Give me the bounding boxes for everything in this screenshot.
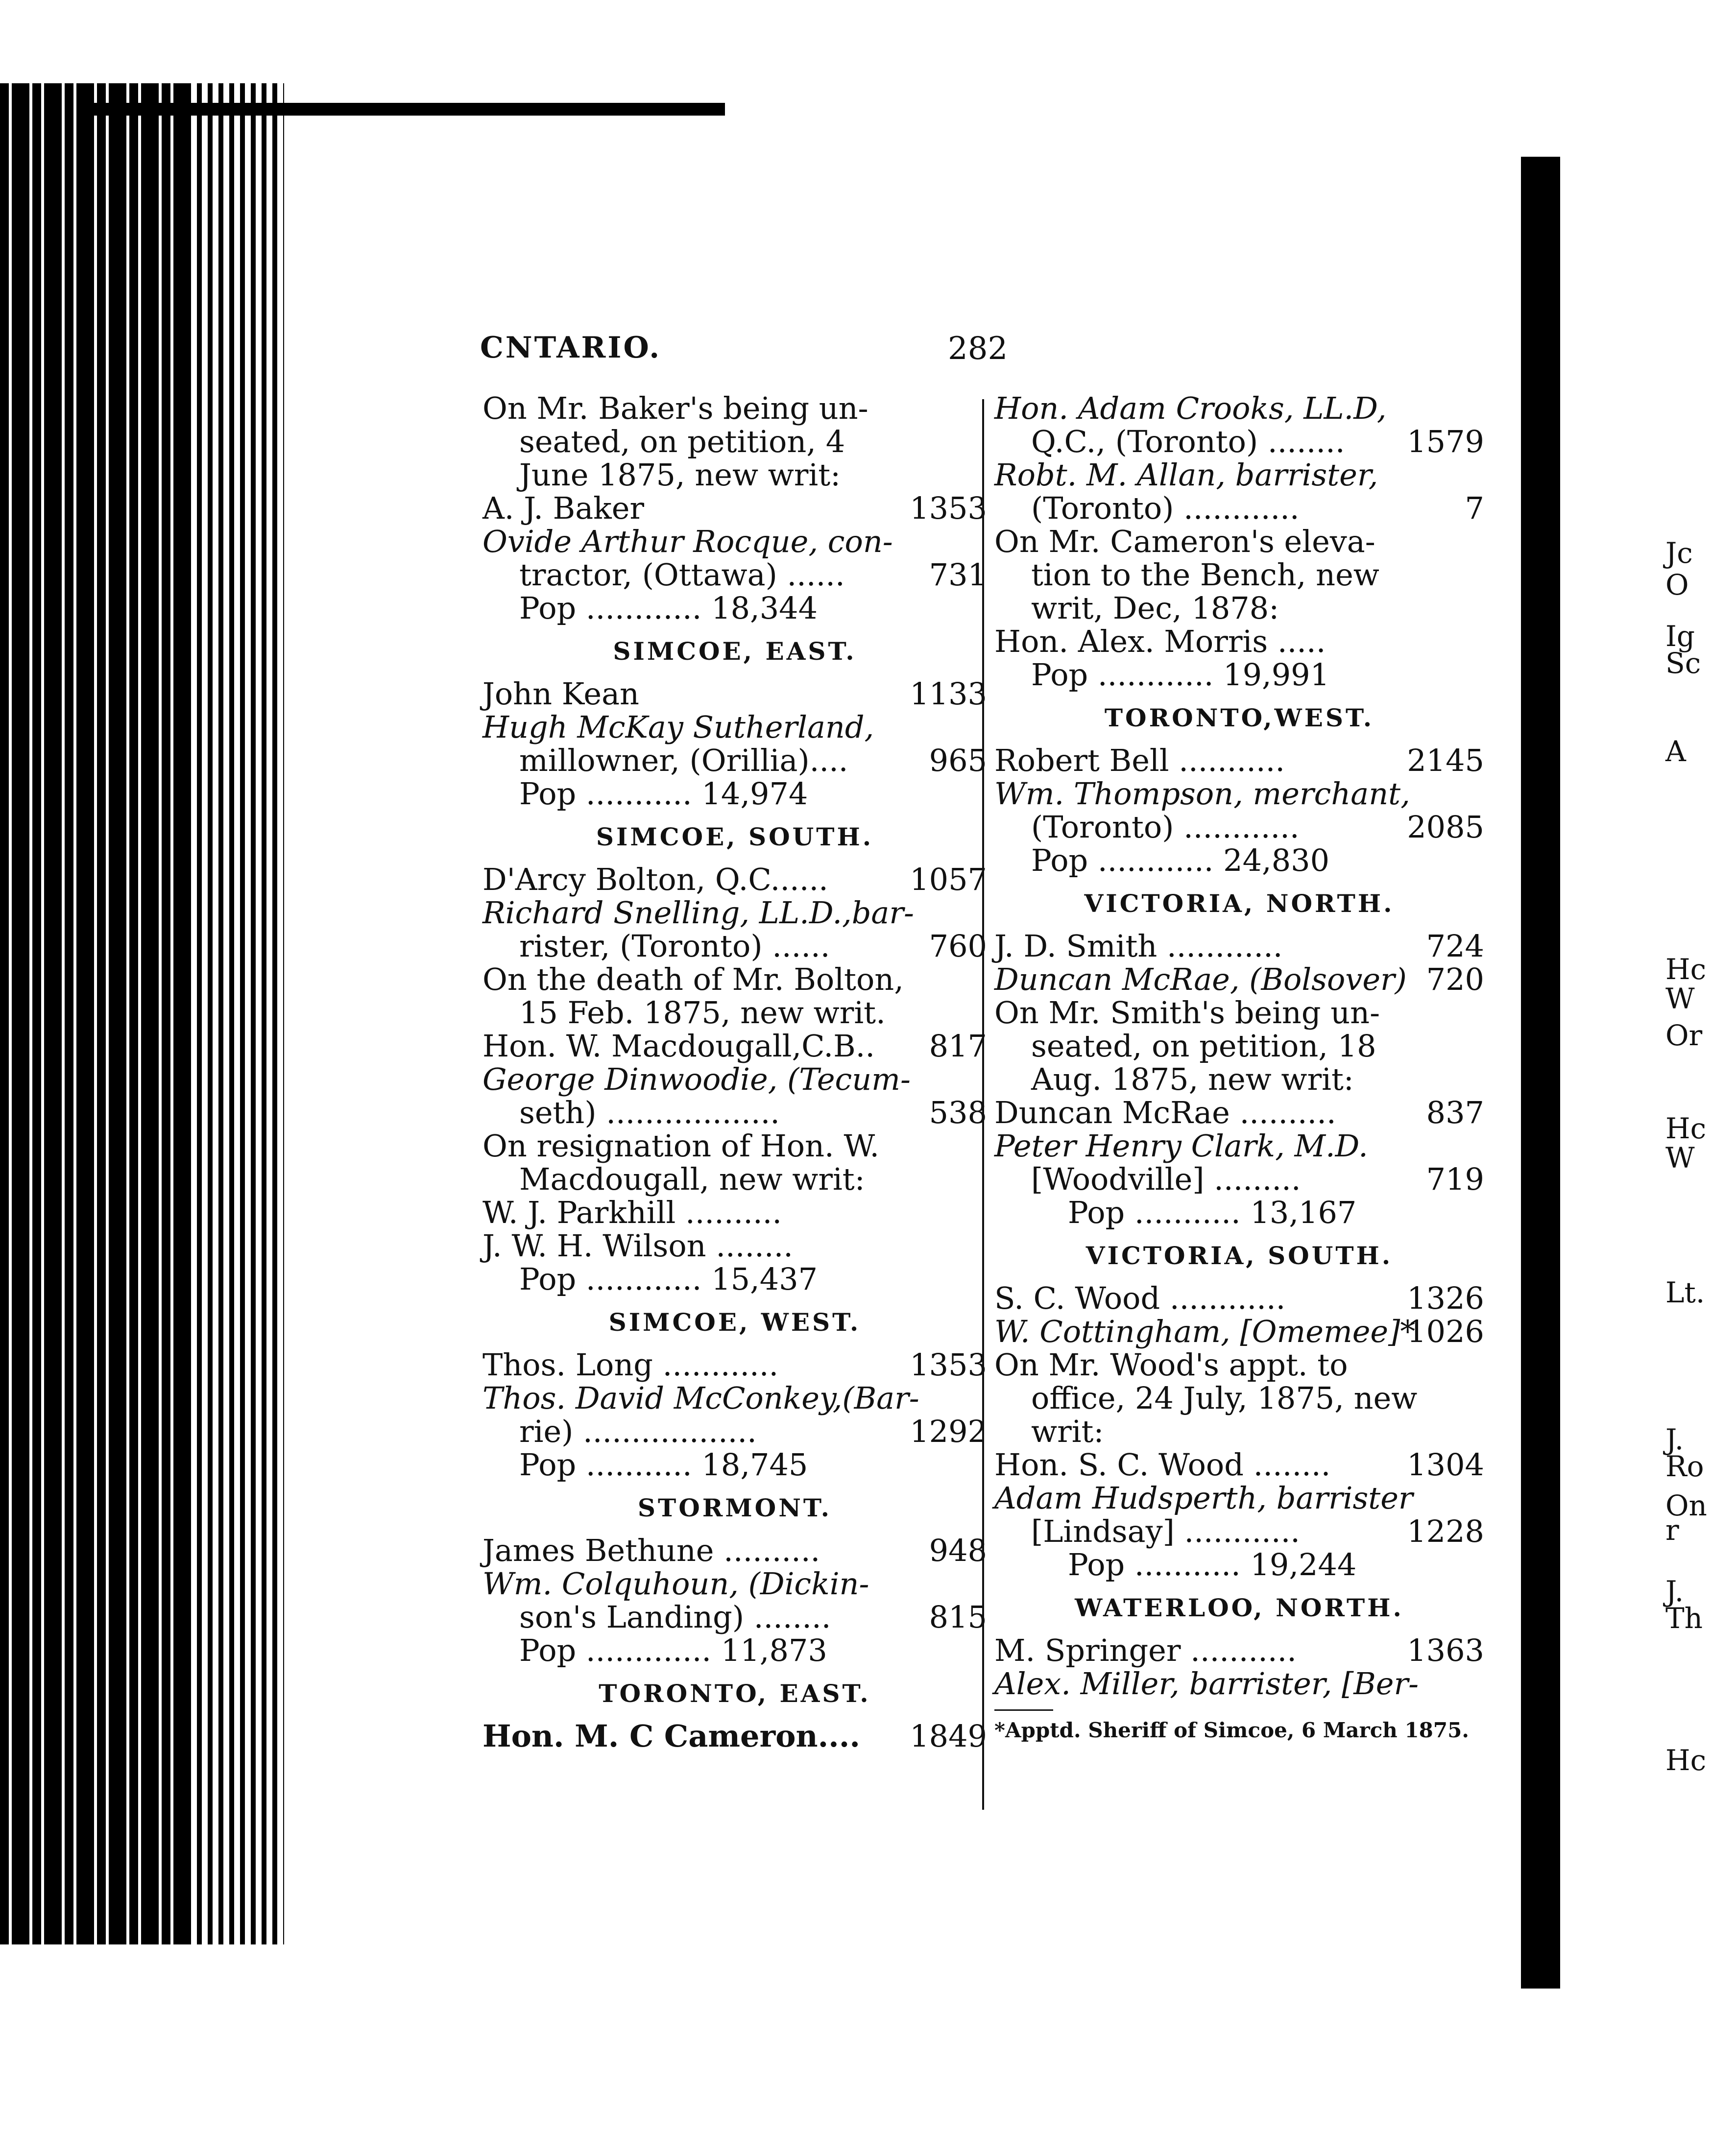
scan-edge-right bbox=[1521, 157, 1560, 1989]
candidate-entry bbox=[994, 963, 1484, 996]
entry-text: John Kean bbox=[482, 676, 639, 712]
heading-text: SIMCOE, EAST. bbox=[613, 637, 857, 666]
entry-text: On Mr. Cameron's eleva- bbox=[994, 524, 1375, 559]
entry-text: J. D. Smith ............ bbox=[994, 928, 1283, 964]
margin-fragment: J. bbox=[1665, 1423, 1684, 1456]
entry-text: (Toronto) ............ bbox=[1031, 809, 1300, 845]
entry-text: Pop ........... 18,745 bbox=[519, 1447, 808, 1483]
entry-text: Hugh McKay Sutherland, bbox=[482, 709, 874, 745]
entry-text: Pop ............ 15,437 bbox=[519, 1261, 818, 1297]
vote-count: 1292 bbox=[910, 1414, 987, 1449]
candidate-entry bbox=[994, 1515, 1484, 1548]
heading-text: SIMCOE, SOUTH. bbox=[596, 822, 874, 851]
writ-note bbox=[994, 1063, 1484, 1096]
margin-fragment: Sc bbox=[1665, 647, 1701, 680]
entry-text: millowner, (Orillia).... bbox=[519, 743, 848, 778]
entry-text: Ovide Arthur Rocque, con- bbox=[482, 524, 893, 559]
footnote-rule bbox=[994, 1709, 1053, 1711]
writ-note bbox=[994, 996, 1484, 1030]
margin-fragment: Ig bbox=[1665, 620, 1695, 653]
candidate-entry bbox=[994, 1634, 1484, 1667]
candidate-entry bbox=[994, 1482, 1484, 1515]
candidate-entry bbox=[482, 592, 987, 625]
candidate-entry bbox=[482, 1096, 987, 1129]
entry-text: D'Arcy Bolton, Q.C...... bbox=[482, 862, 828, 897]
candidate-entry bbox=[994, 1096, 1484, 1129]
candidate-entry bbox=[482, 1534, 987, 1567]
writ-note bbox=[994, 1030, 1484, 1063]
entry-text: 15 Feb. 1875, new writ. bbox=[519, 995, 886, 1031]
candidate-entry bbox=[994, 1448, 1484, 1482]
constituency-heading bbox=[482, 637, 987, 666]
candidate-entry bbox=[482, 1634, 987, 1667]
vote-count: 1026 bbox=[1407, 1314, 1484, 1349]
entry-text: Pop ............. 11,873 bbox=[519, 1632, 827, 1668]
entry-text: Thos. Long ............ bbox=[482, 1347, 779, 1383]
vote-count: 1353 bbox=[910, 490, 987, 526]
entry-text: On Mr. Wood's appt. to bbox=[994, 1347, 1348, 1383]
entry-text: [Lindsay] ............ bbox=[1031, 1513, 1301, 1549]
candidate-entry bbox=[482, 525, 987, 558]
candidate-entry bbox=[994, 392, 1484, 425]
candidate-entry bbox=[994, 777, 1484, 811]
candidate-entry bbox=[482, 1382, 987, 1415]
candidate-entry bbox=[482, 1030, 987, 1063]
vote-count: 760 bbox=[929, 928, 987, 964]
writ-note bbox=[482, 458, 987, 492]
entry-text: Peter Henry Clark, M.D. bbox=[994, 1128, 1368, 1164]
entry-text: Pop ........... 19,244 bbox=[1068, 1547, 1357, 1583]
candidate-entry bbox=[994, 425, 1484, 458]
entry-text: James Bethune .......... bbox=[482, 1533, 820, 1568]
candidate-entry bbox=[994, 625, 1484, 658]
heading-text: VICTORIA, SOUTH. bbox=[1085, 1241, 1393, 1270]
candidate-entry bbox=[482, 1196, 987, 1229]
candidate-entry bbox=[482, 777, 987, 811]
entry-text: Wm. Thompson, merchant, bbox=[994, 776, 1410, 812]
scan-edge-binding bbox=[186, 83, 284, 1944]
vote-count: 719 bbox=[1426, 1161, 1484, 1197]
constituency-heading bbox=[482, 1679, 987, 1708]
vote-count: 720 bbox=[1426, 961, 1484, 997]
candidate-entry bbox=[994, 458, 1484, 492]
candidate-entry bbox=[994, 930, 1484, 963]
vote-count: 1133 bbox=[910, 676, 987, 712]
vote-count: 1579 bbox=[1407, 424, 1484, 459]
vote-count: 1228 bbox=[1407, 1513, 1484, 1549]
candidate-entry bbox=[482, 896, 987, 930]
candidate-entry bbox=[994, 1315, 1484, 1348]
constituency-heading bbox=[994, 1241, 1484, 1270]
candidate-entry bbox=[482, 1348, 987, 1382]
entry-text: W. J. Parkhill .......... bbox=[482, 1195, 782, 1230]
margin-fragment: On bbox=[1665, 1489, 1707, 1522]
entry-text: Robt. M. Allan, barrister, bbox=[994, 457, 1378, 493]
vote-count: 1304 bbox=[1407, 1447, 1484, 1483]
right-column bbox=[994, 392, 1484, 1743]
candidate-entry bbox=[482, 1063, 987, 1096]
writ-note bbox=[482, 425, 987, 458]
footnote: *Apptd. Sheriff of Simcoe, 6 March 1875. bbox=[994, 1718, 1469, 1742]
entry-text: writ, Dec, 1878: bbox=[1031, 590, 1279, 626]
candidate-entry bbox=[482, 711, 987, 744]
heading-text: WATERLOO, NORTH. bbox=[1075, 1593, 1404, 1622]
margin-fragment: Jc bbox=[1665, 536, 1693, 570]
vote-count: 837 bbox=[1426, 1095, 1484, 1130]
entry-text: A. J. Baker bbox=[482, 490, 645, 526]
heading-text: SIMCOE, WEST. bbox=[608, 1308, 861, 1337]
constituency-heading bbox=[994, 889, 1484, 918]
entry-text: M. Springer ........... bbox=[994, 1632, 1297, 1668]
vote-count: 1326 bbox=[1407, 1280, 1484, 1316]
vote-count: 731 bbox=[929, 557, 987, 593]
candidate-entry bbox=[482, 492, 987, 525]
margin-fragment: W bbox=[1665, 1141, 1695, 1175]
candidate-entry bbox=[994, 492, 1484, 525]
margin-fragment: r bbox=[1665, 1513, 1679, 1547]
entry-text: seth) .................. bbox=[519, 1095, 780, 1130]
constituency-heading bbox=[994, 1593, 1484, 1622]
entry-text: (Toronto) ............ bbox=[1031, 490, 1300, 526]
candidate-entry bbox=[482, 558, 987, 592]
entry-text: rie) .................. bbox=[519, 1414, 757, 1449]
candidate-entry bbox=[482, 677, 987, 711]
entry-text: Pop ........... 14,974 bbox=[519, 776, 808, 812]
vote-count: 1363 bbox=[1407, 1632, 1484, 1668]
writ-note bbox=[482, 996, 987, 1030]
candidate-entry bbox=[994, 658, 1484, 692]
candidate-entry bbox=[994, 1196, 1484, 1229]
vote-count: 724 bbox=[1426, 928, 1484, 964]
vote-count: 817 bbox=[929, 1028, 987, 1064]
candidate-entry bbox=[994, 1129, 1484, 1163]
entry-text: Hon. Alex. Morris ..... bbox=[994, 623, 1326, 659]
entry-text: Hon. W. Macdougall,C.B.. bbox=[482, 1028, 875, 1064]
entry-text: Hon. S. C. Wood ........ bbox=[994, 1447, 1331, 1483]
margin-fragment: W bbox=[1665, 982, 1695, 1015]
entry-text: Pop ............ 24,830 bbox=[1031, 842, 1330, 878]
candidate-entry bbox=[482, 1601, 987, 1634]
vote-count: 1057 bbox=[910, 862, 987, 897]
entry-text: Hon. M. C Cameron.... bbox=[482, 1718, 860, 1754]
constituency-heading bbox=[482, 1493, 987, 1522]
entry-text: Wm. Colquhoun, (Dickin- bbox=[482, 1566, 869, 1602]
entry-text: office, 24 July, 1875, new bbox=[1031, 1380, 1418, 1416]
candidate-entry bbox=[994, 1548, 1484, 1582]
vote-count: 538 bbox=[929, 1095, 987, 1130]
entry-text: Robert Bell ........... bbox=[994, 743, 1285, 778]
candidate-entry bbox=[482, 863, 987, 896]
writ-note bbox=[482, 1163, 987, 1196]
constituency-heading bbox=[482, 822, 987, 851]
entry-text: Adam Hudsperth, barrister bbox=[994, 1480, 1413, 1516]
writ-note bbox=[994, 592, 1484, 625]
entry-text: On the death of Mr. Bolton, bbox=[482, 961, 904, 997]
writ-note bbox=[482, 963, 987, 996]
constituency-heading bbox=[994, 703, 1484, 732]
margin-fragment: Hc bbox=[1665, 1112, 1707, 1145]
writ-note bbox=[994, 1415, 1484, 1448]
entry-text: Thos. David McConkey,(Bar- bbox=[482, 1380, 919, 1416]
entry-text: seated, on petition, 4 bbox=[519, 424, 845, 459]
entry-text: seated, on petition, 18 bbox=[1031, 1028, 1376, 1064]
entry-text: Duncan McRae .......... bbox=[994, 1095, 1336, 1130]
candidate-entry bbox=[482, 930, 987, 963]
margin-fragment: Hc bbox=[1665, 1744, 1707, 1777]
candidate-entry bbox=[994, 1163, 1484, 1196]
entry-text: Alex. Miller, barrister, [Ber- bbox=[994, 1666, 1419, 1702]
candidate-entry bbox=[994, 811, 1484, 844]
entry-text: On Mr. Smith's being un- bbox=[994, 995, 1380, 1031]
writ-note bbox=[994, 525, 1484, 558]
margin-fragment: Ro bbox=[1665, 1450, 1704, 1483]
writ-note bbox=[994, 1348, 1484, 1382]
entry-text: Pop ............ 19,991 bbox=[1031, 657, 1330, 693]
heading-text: TORONTO,WEST. bbox=[1104, 703, 1374, 732]
margin-fragment: Or bbox=[1665, 1019, 1703, 1052]
candidate-entry bbox=[482, 1229, 987, 1263]
vote-count: 815 bbox=[929, 1599, 987, 1635]
vote-count: 7 bbox=[1465, 490, 1484, 526]
entry-text: W. Cottingham, [Omemee]* bbox=[994, 1314, 1416, 1349]
candidate-entry bbox=[994, 1667, 1484, 1701]
margin-fragment: O bbox=[1665, 568, 1689, 601]
writ-note bbox=[482, 392, 987, 425]
writ-note bbox=[994, 1382, 1484, 1415]
entry-text: Richard Snelling, LL.D.,bar- bbox=[482, 895, 914, 931]
writ-note bbox=[994, 558, 1484, 592]
candidate-entry bbox=[994, 844, 1484, 877]
entry-text: George Dinwoodie, (Tecum- bbox=[482, 1061, 911, 1097]
candidate-entry bbox=[482, 1415, 987, 1448]
entry-text: June 1875, new writ: bbox=[519, 457, 841, 493]
candidate-entry bbox=[482, 744, 987, 777]
entry-text: son's Landing) ........ bbox=[519, 1599, 831, 1635]
candidate-entry bbox=[994, 744, 1484, 777]
entry-text: On resignation of Hon. W. bbox=[482, 1128, 880, 1164]
entry-text: Aug. 1875, new writ: bbox=[1031, 1061, 1354, 1097]
constituency-heading bbox=[482, 1308, 987, 1337]
heading-text: VICTORIA, NORTH. bbox=[1084, 889, 1395, 918]
entry-text: tion to the Bench, new bbox=[1031, 557, 1379, 593]
left-column bbox=[482, 392, 987, 1753]
entry-text: rister, (Toronto) ...... bbox=[519, 928, 830, 964]
vote-count: 1353 bbox=[910, 1347, 987, 1383]
running-header: CNTARIO. bbox=[480, 331, 662, 365]
entry-text: J. W. H. Wilson ........ bbox=[482, 1228, 793, 1264]
vote-count: 948 bbox=[929, 1533, 987, 1568]
candidate-entry bbox=[482, 1720, 987, 1753]
entry-text: [Woodville] ......... bbox=[1031, 1161, 1301, 1197]
vote-count: 2145 bbox=[1407, 743, 1484, 778]
entry-text: writ: bbox=[1031, 1414, 1104, 1449]
writ-note bbox=[482, 1129, 987, 1163]
candidate-entry bbox=[482, 1263, 987, 1296]
heading-text: STORMONT. bbox=[637, 1493, 832, 1522]
candidate-entry bbox=[482, 1567, 987, 1601]
entry-text: Hon. Adam Crooks, LL.D, bbox=[994, 390, 1387, 426]
vote-count: 2085 bbox=[1407, 809, 1484, 845]
margin-fragment: J. bbox=[1665, 1575, 1684, 1608]
heading-text: TORONTO, EAST. bbox=[599, 1679, 871, 1708]
candidate-entry bbox=[482, 1448, 987, 1482]
entry-text: Pop ............ 18,344 bbox=[519, 590, 818, 626]
entry-text: Macdougall, new writ: bbox=[519, 1161, 865, 1197]
entry-text: Duncan McRae, (Bolsover) bbox=[994, 961, 1407, 997]
margin-fragment: Hc bbox=[1665, 953, 1707, 986]
vote-count: 965 bbox=[929, 743, 987, 778]
entry-text: On Mr. Baker's being un- bbox=[482, 390, 868, 426]
entry-text: Pop ........... 13,167 bbox=[1068, 1195, 1357, 1230]
margin-fragment: Lt. bbox=[1665, 1276, 1705, 1309]
entry-text: S. C. Wood ............ bbox=[994, 1280, 1286, 1316]
margin-fragment: Th bbox=[1665, 1602, 1703, 1635]
vote-count: 1849 bbox=[910, 1718, 987, 1754]
margin-fragment: A bbox=[1665, 735, 1686, 768]
page-number: 282 bbox=[948, 331, 1008, 367]
scan-top-rule bbox=[88, 103, 725, 116]
entry-text: tractor, (Ottawa) ...... bbox=[519, 557, 845, 593]
candidate-entry bbox=[994, 1282, 1484, 1315]
entry-text: Q.C., (Toronto) ........ bbox=[1031, 424, 1345, 459]
